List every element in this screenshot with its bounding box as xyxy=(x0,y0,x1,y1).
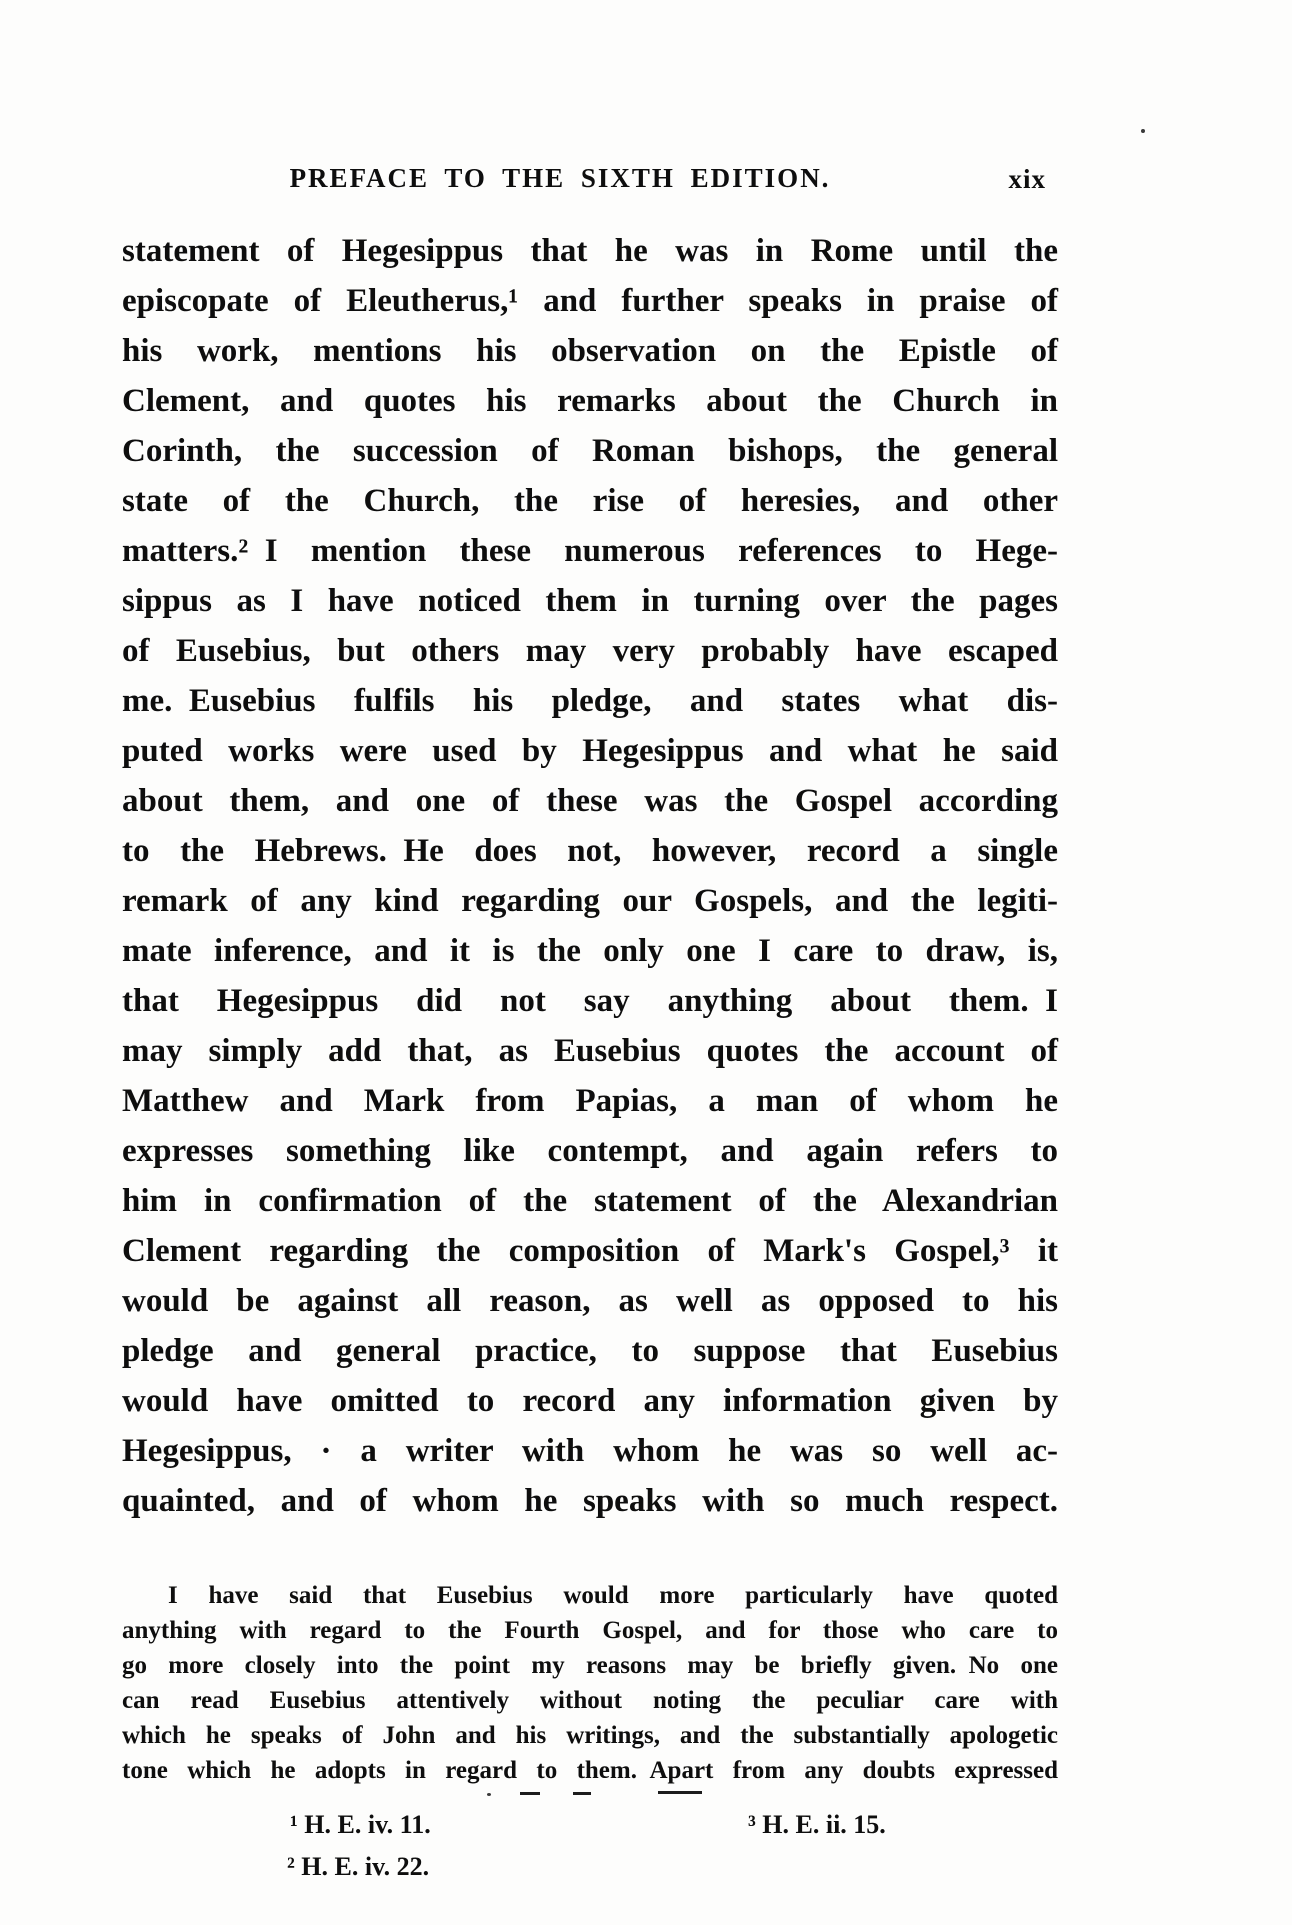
body-line: remark of any kind regarding our Gospels, and the legiti- xyxy=(122,883,1058,919)
body-line: expresses something like contempt, and again refers to xyxy=(122,1133,1058,1169)
page-title: PREFACE TO THE SIXTH EDITION. xyxy=(289,163,831,193)
body-line: would have omitted to record any information given by xyxy=(122,1383,1058,1419)
body-line: Matthew and Mark from Papias, a man of whom he xyxy=(122,1083,1058,1119)
body-line: mate inference, and it is the only one I care to draw, is, xyxy=(122,933,1058,969)
body-line: Hegesippus, · a writer with whom he was so well ac- xyxy=(122,1433,1058,1469)
note-line: anything with regard to the Fourth Gospel, and for those who care to xyxy=(122,1617,1058,1644)
body-line: matters.² I mention these numerous references to Hege- xyxy=(122,533,1058,569)
body-line: statement of Hegesippus that he was in Rome until the xyxy=(122,233,1058,269)
ink-speck xyxy=(1141,129,1145,133)
body-line: state of the Church, the rise of heresies, and other xyxy=(122,483,1058,519)
body-line: him in confirmation of the statement of the Alexandrian xyxy=(122,1183,1058,1219)
note-line: which he speaks of John and his writings, and the substantially apologetic xyxy=(122,1722,1058,1749)
body-line: of Eusebius, but others may very probably have escaped xyxy=(122,633,1058,669)
body-line: Clement, and quotes his remarks about the Church in xyxy=(122,383,1058,419)
rule-fragment xyxy=(573,1792,591,1795)
running-head xyxy=(122,163,1058,195)
body-line: that Hegesippus did not say anything about them. I xyxy=(122,983,1058,1019)
rule-fragment xyxy=(658,1791,702,1794)
note-line: I have said that Eusebius would more particularly have quoted xyxy=(168,1582,1058,1609)
note-line: tone which he adopts in regard to them. Apart from any doubts expressed xyxy=(122,1757,1058,1784)
body-line: about them, and one of these was the Gospel according xyxy=(122,783,1058,819)
rule-fragment xyxy=(487,1793,491,1796)
body-line: episcopate of Eleutherus,¹ and further speaks in praise of xyxy=(122,283,1058,319)
body-paragraph xyxy=(122,226,1058,1526)
body-line: sippus as I have noticed them in turning over the pages xyxy=(122,583,1058,619)
body-line: puted works were used by Hegesippus and what he said xyxy=(122,733,1058,769)
body-line: his work, mentions his observation on the Epistle of xyxy=(122,333,1058,369)
body-line: would be against all reason, as well as opposed to his xyxy=(122,1283,1058,1319)
note-paragraph xyxy=(122,1578,1058,1788)
body-line: me. Eusebius fulfils his pledge, and states what dis- xyxy=(122,683,1058,719)
footnote-1: ¹ H. E. iv. 11. xyxy=(290,1810,431,1839)
body-line: Clement regarding the composition of Mark's Gospel,³ it xyxy=(122,1233,1058,1269)
body-line: quainted, and of whom he speaks with so much respect. xyxy=(122,1483,1058,1519)
body-line: pledge and general practice, to suppose that Eusebius xyxy=(122,1333,1058,1369)
footnote-3: ³ H. E. ii. 15. xyxy=(748,1810,886,1839)
body-line: to the Hebrews. He does not, however, record a single xyxy=(122,833,1058,869)
page-number: xix xyxy=(1008,164,1046,194)
footnote-2: ² H. E. iv. 22. xyxy=(287,1852,430,1881)
body-line: Corinth, the succession of Roman bishops, the general xyxy=(122,433,1058,469)
note-line: go more closely into the point my reasons may be briefly given. No one xyxy=(122,1652,1058,1679)
body-line: may simply add that, as Eusebius quotes the account of xyxy=(122,1033,1058,1069)
rule-fragment xyxy=(520,1792,540,1795)
note-line: can read Eusebius attentively without noting the peculiar care with xyxy=(122,1687,1058,1714)
